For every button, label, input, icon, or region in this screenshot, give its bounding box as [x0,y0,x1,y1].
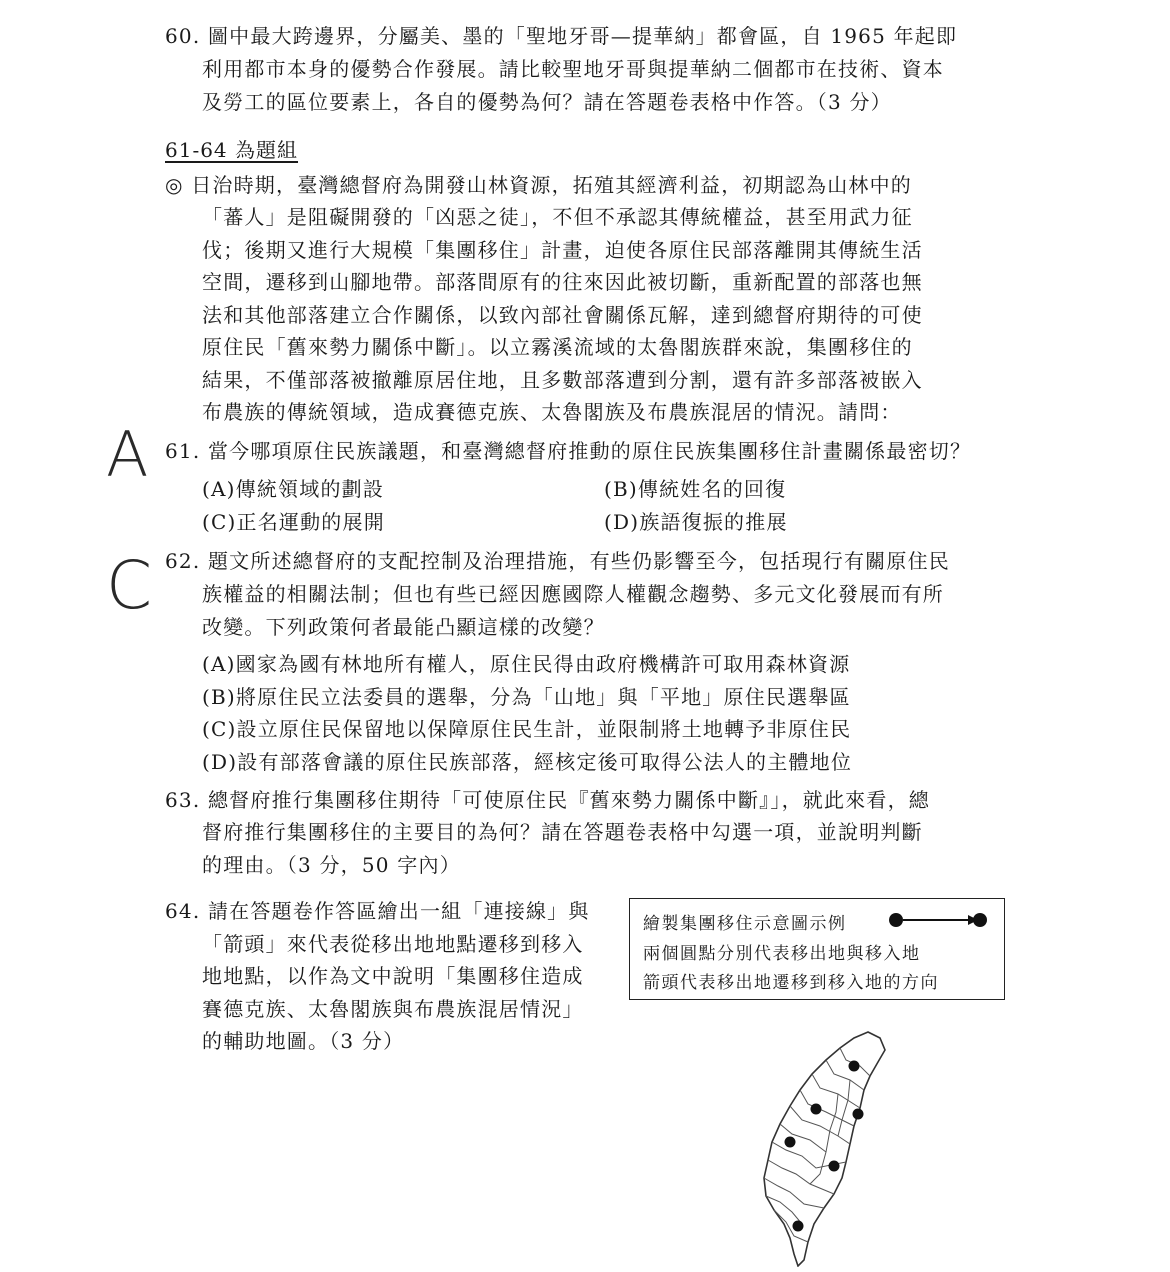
group-title: 61-64 為題組 [165,138,299,162]
q64-line-3: 地地點，以作為文中說明「集團移住造成 [202,964,584,988]
q60-line-2: 利用都市本身的優勢合作發展。請比較聖地牙哥與提華納二個都市在技術、資本 [202,57,944,81]
q61-option-c: (C)正名運動的展開 [202,510,385,534]
passage-line-4: 空間，遷移到山腳地帶。部落間原有的往來因此被切斷，重新配置的部落也無 [202,270,923,294]
q62-option-c: (C)設立原住民保留地以保障原住民生計，並限制將土地轉予非原住民 [202,717,852,741]
map-point [829,1161,840,1172]
q62-option-d: (D)設有部落會議的原住民族部落，經核定後可取得公法人的主體地位 [202,750,853,774]
passage-line-6: 原住民「舊來勢力關係中斷」。以立霧溪流域的太魯閣族群來說，集團移住的 [202,335,913,359]
q64-line-1: 64. 請在答題卷作答區繪出一組「連接線」與 [165,899,590,923]
taiwan-outline [764,1032,885,1266]
passage-line-7: 結果，不僅部落被撤離原居住地，且多數部落遭到分割，還有許多部落被嵌入 [202,368,923,392]
q63-line-2: 督府推行集團移住的主要目的為何？請在答題卷表格中勾選一項，並說明判斷 [202,820,923,844]
passage-line-3: 伐；後期又進行大規模「集團移住」計畫，迫使各原住民部落離開其傳統生活 [202,238,923,262]
map-point [785,1137,796,1148]
q62-stem-line-1: 62. 題文所述總督府的支配控制及治理措施，有些仍影響至今，包括現行有關原住民 [165,549,950,573]
map-points [785,1061,864,1232]
q61-stem: 61. 當今哪項原住民族議題，和臺灣總督府推動的原住民族集團移住計畫關係最密切？ [165,439,972,463]
legend-line-2: 兩個圓點分別代表移出地與移入地 [643,944,921,964]
q63-line-3: 的理由。（3 分，50 字內） [202,853,461,877]
legend-line-3: 箭頭代表移出地遷移到移入地的方向 [643,973,939,993]
taiwan-map [750,1028,900,1267]
q64-line-5: 的輔助地圖。（3 分） [202,1029,405,1053]
q62-option-a: (A)國家為國有林地所有權人，原住民得由政府機構許可取用森林資源 [202,652,851,676]
q64-line-4: 賽德克族、太魯閣族與布農族混居情況」 [202,997,584,1021]
passage-line-8: 布農族的傳統領域，造成賽德克族、太魯閣族及布農族混居的情況。請問： [202,400,902,424]
taiwan-map-drawing [750,1028,900,1267]
handwritten-answer-62: C [106,547,153,624]
q62-stem-line-2: 族權益的相關法制；但也有些已經因應國際人權觀念趨勢、多元文化發展而有所 [202,582,944,606]
map-point [849,1061,860,1072]
q60-line-3: 及勞工的區位要素上，各自的優勢為何？請在答題卷表格中作答。（3 分） [202,90,892,114]
q62-stem-line-3: 改變。下列政策何者最能凸顯這樣的改變？ [202,615,605,639]
map-point [793,1221,804,1232]
map-point [811,1104,822,1115]
q61-option-d: (D)族語復振的推展 [604,510,788,534]
q63-line-1: 63. 總督府推行集團移住期待「可使原住民『舊來勢力關係中斷』」，就此來看，總 [165,788,930,812]
q61-option-b: (B)傳統姓名的回復 [604,477,787,501]
passage-line-2: 「蕃人」是阻礙開發的「凶惡之徒」，不但不承認其傳統權益，甚至用武力征 [202,205,913,229]
legend-box [629,898,1005,1000]
legend-line-1: 繪製集團移住示意圖示例 [643,914,847,934]
passage-line-1: ◎ 日治時期，臺灣總督府為開發山林資源，拓殖其經濟利益，初期認為山林中的 [165,173,913,197]
q60-line-1: 60. 圖中最大跨邊界，分屬美、墨的「聖地牙哥—提華納」都會區，自 1965 年起即 [165,24,958,48]
legend-arrow-icon [888,910,988,930]
handwritten-answer-61: A [106,418,149,491]
q62-option-b: (B)將原住民立法委員的選舉，分為「山地」與「平地」原住民選舉區 [202,685,851,709]
passage-line-5: 法和其他部落建立合作關係，以致內部社會關係瓦解，達到總督府期待的可使 [202,303,923,327]
q61-option-a: (A)傳統領域的劃設 [202,477,385,501]
map-point [853,1109,864,1120]
q64-line-2: 「箭頭」來代表從移出地地點遷移到移入 [202,932,584,956]
